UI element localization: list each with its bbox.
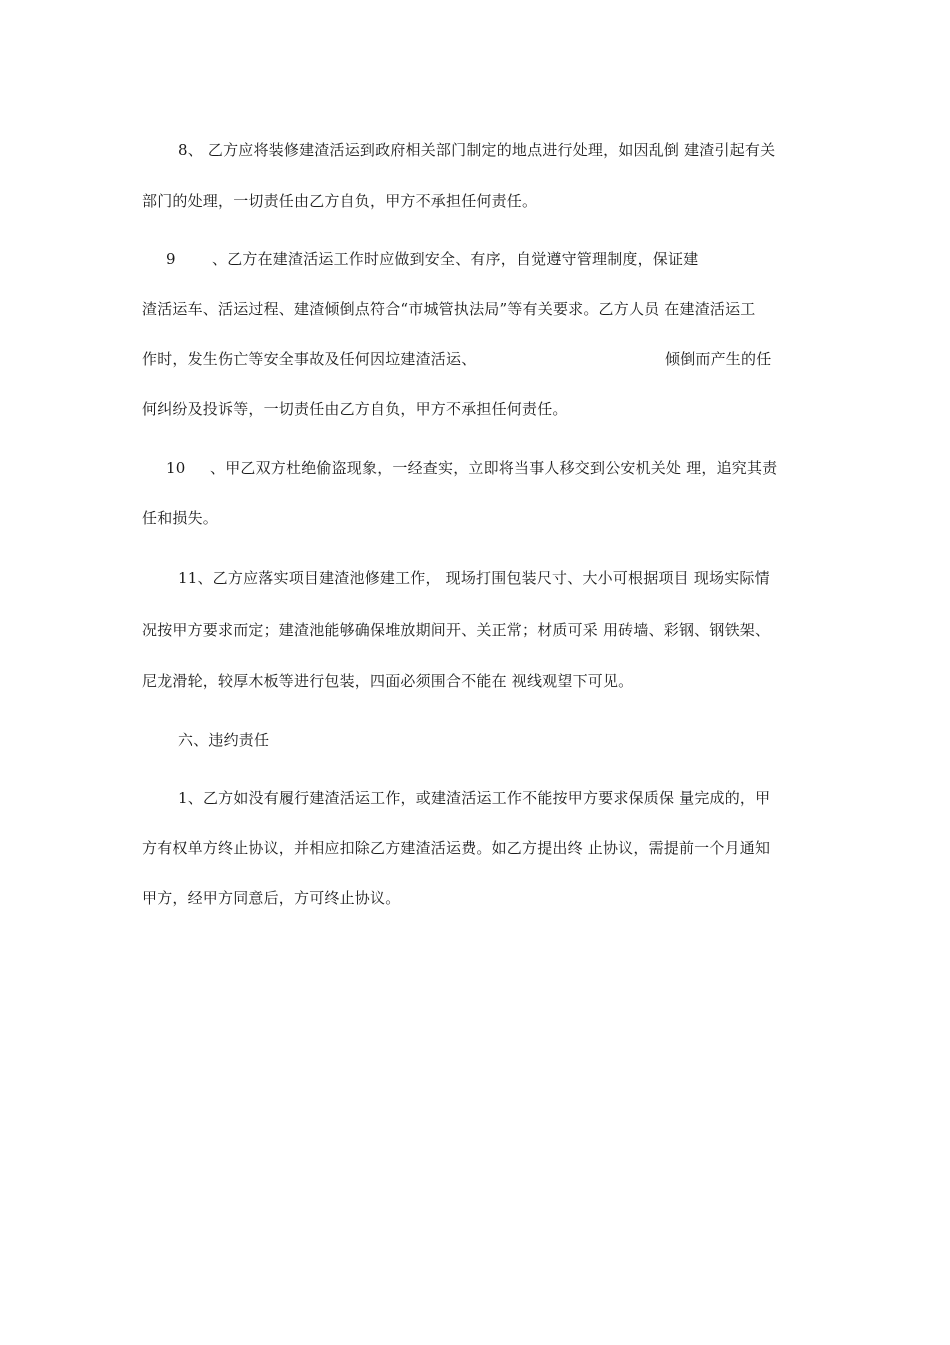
- clause-9-number: 9: [166, 250, 176, 268]
- clause-8-line-1: 8、 乙方应将装修建渣活运到政府相关部门制定的地点进行处理，如因乱倒 建渣引起有关: [178, 141, 776, 159]
- clause-9-line-4: 何纠纷及投诉等，一切责任由乙方自负，甲方不承担任何责任。: [142, 400, 568, 418]
- clause-6-1-line-3: 甲方，经甲方同意后，方可终止协议。: [142, 889, 401, 907]
- clause-9-line-2: 渣活运车、活运过程、建渣倾倒点符合“市城管执法局”等有关要求。乙方人员 在建渣活运工: [142, 300, 756, 318]
- clause-11-line-2: 况按甲方要求而定；建渣池能够确保堆放期间开、关正常；材质可采 用砖墙、彩钢、钢铁架、: [142, 621, 771, 639]
- clause-6-1-line-1: 1、乙方如没有履行建渣活运工作，或建渣活运工作不能按甲方要求保质保 量完成的，甲: [178, 789, 771, 807]
- clause-11-line-1: 11、乙方应落实项目建渣池修建工作， 现场打围包装尺寸、大小可根据项目 现场实际情: [178, 569, 770, 587]
- clause-10-line-2: 任和损失。: [142, 509, 219, 527]
- clause-9-line-3a: 作时，发生伤亡等安全事故及任何因垃建渣活运、: [142, 350, 477, 368]
- clause-10-line-1: 、甲乙双方杜绝偷盗现象，一经查实，立即将当事人移交到公安机关处 理，追究其责: [210, 459, 778, 477]
- clause-9-line-3b: 倾倒而产生的任: [665, 350, 772, 368]
- clause-6-1-line-2: 方有权单方终止协议，并相应扣除乙方建渣活运费。如乙方提出终 止协议，需提前一个月通知: [142, 839, 771, 857]
- clause-10-number: 10: [166, 459, 186, 477]
- clause-8-line-2: 部门的处理，一切责任由乙方自负，甲方不承担任何责任。: [142, 192, 538, 210]
- clause-9-line-1: 、乙方在建渣活运工作时应做到安全、有序，自觉遵守管理制度，保证建: [212, 250, 699, 268]
- clause-11-line-3: 尼龙滑轮，较厚木板等进行包装，四面必须围合不能在 视线观望下可见。: [142, 672, 634, 690]
- section-6-heading: 六、违约责任: [178, 731, 270, 749]
